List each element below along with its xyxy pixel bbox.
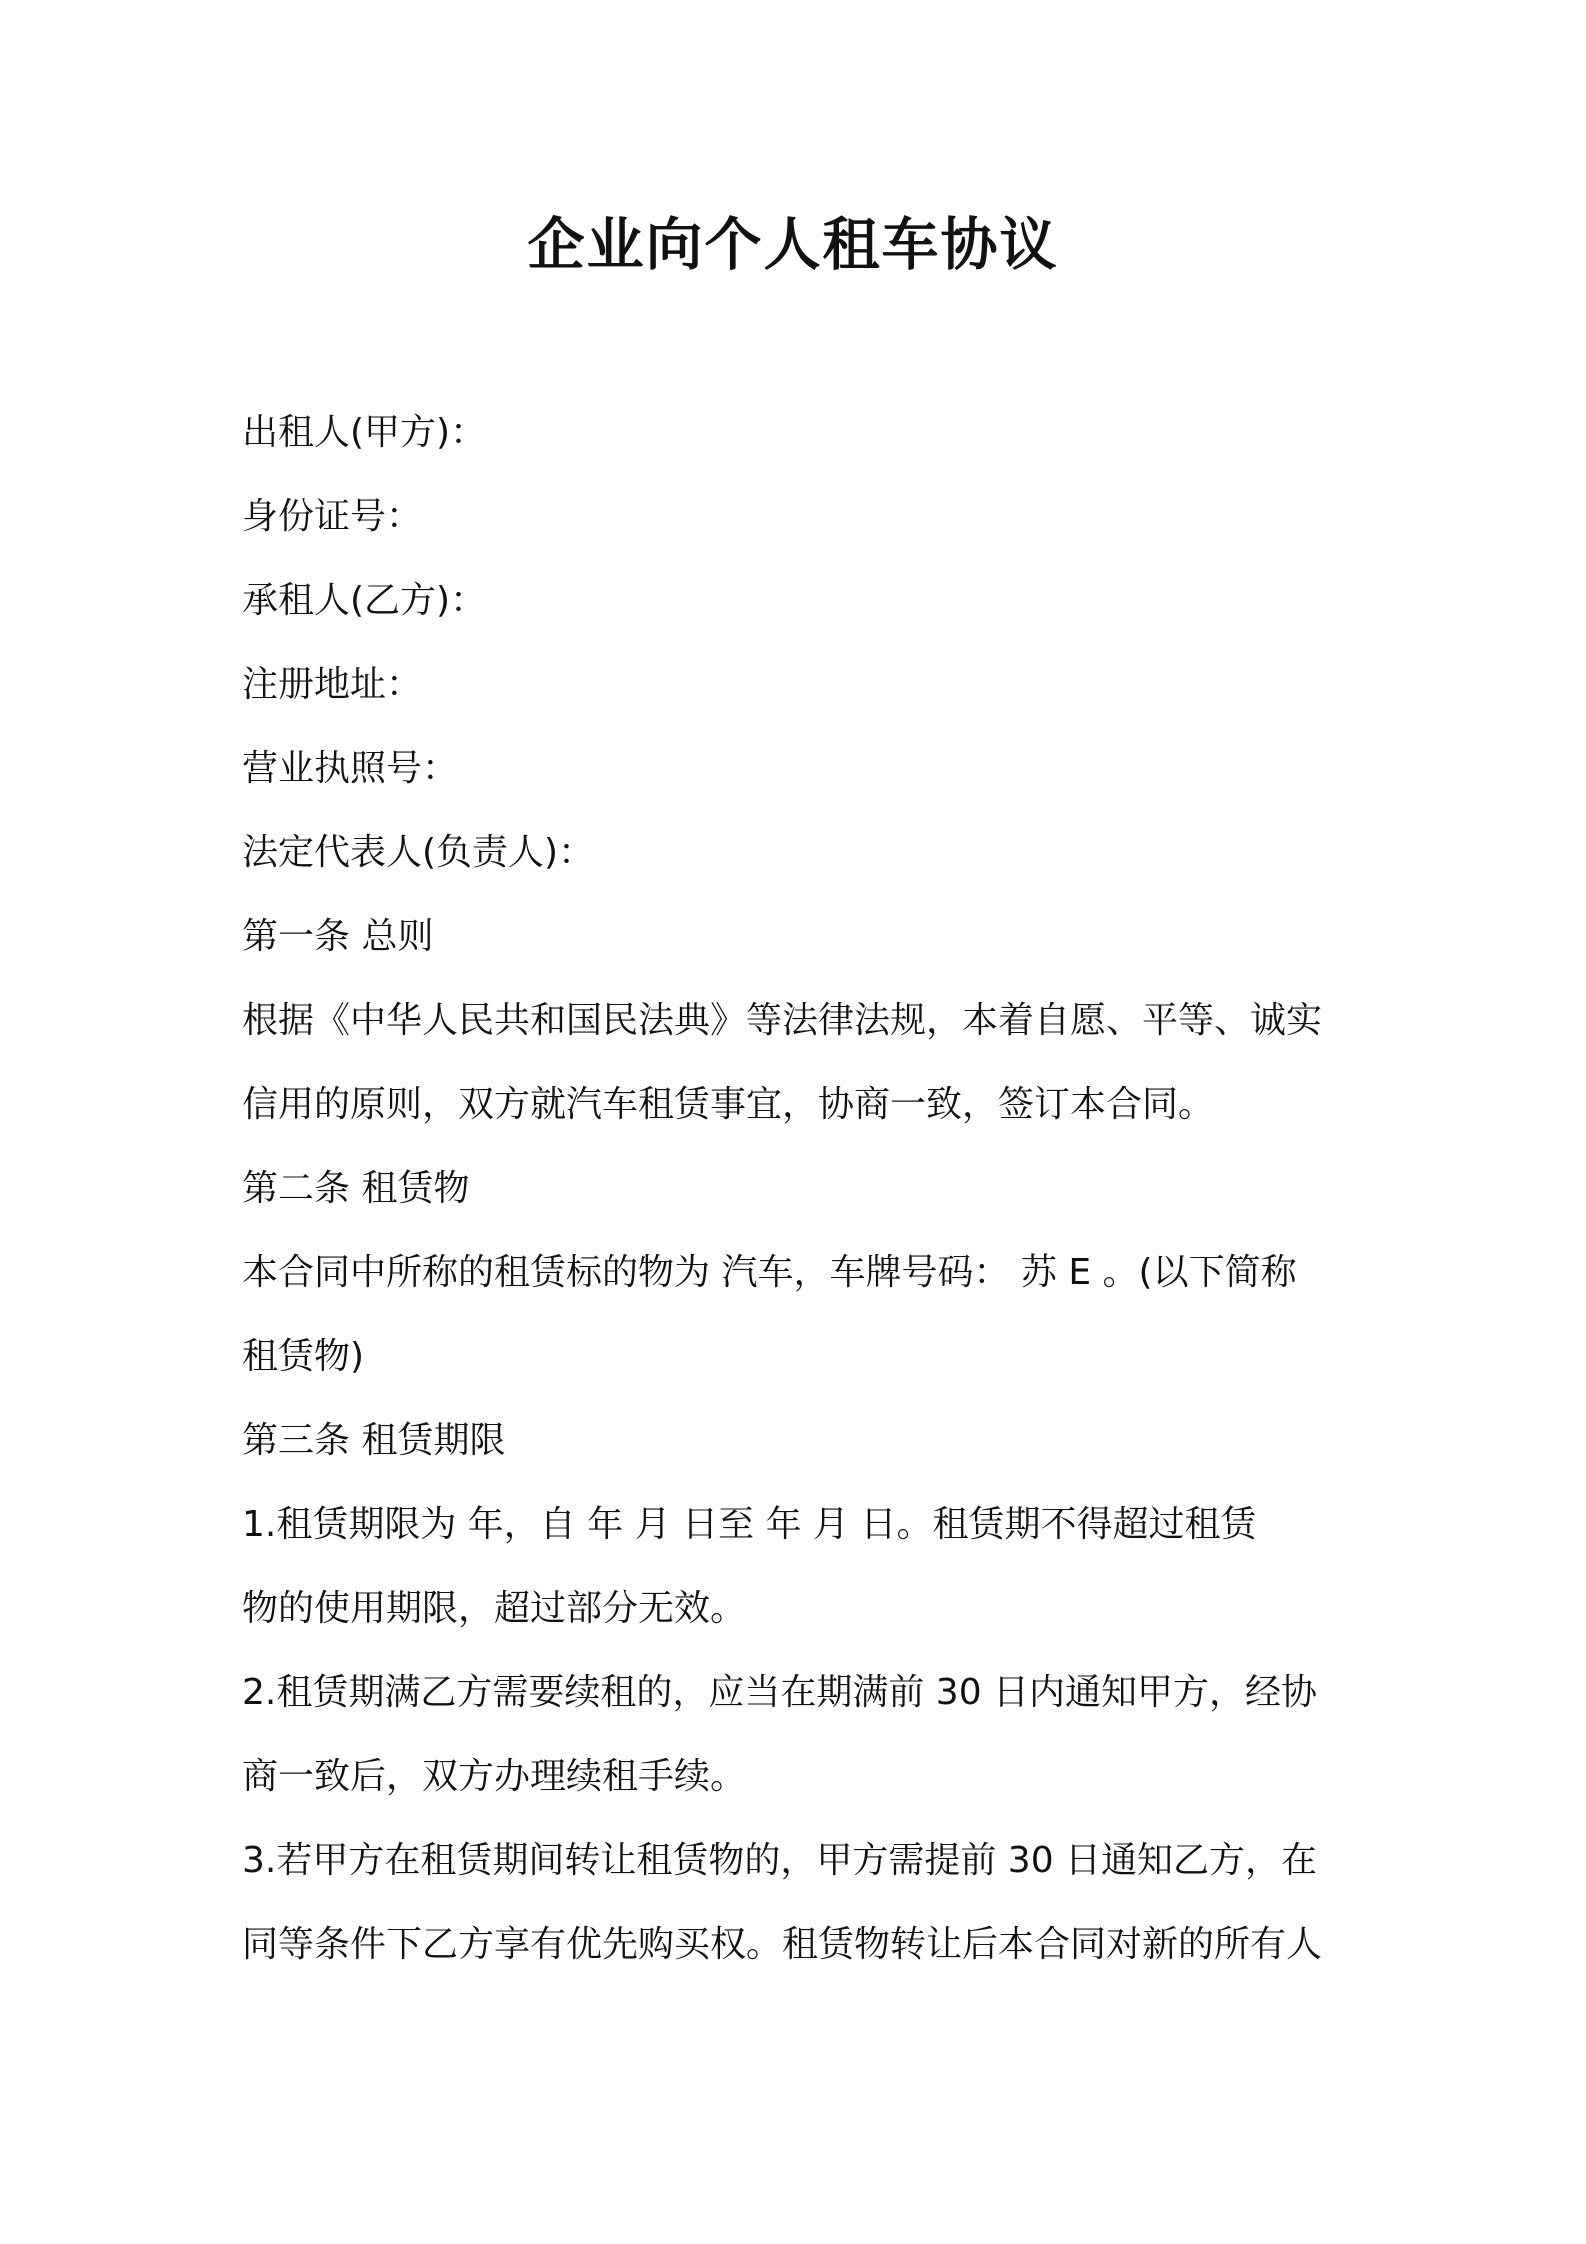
business-license-field: 营业执照号： (242, 748, 459, 789)
article-3-clause-3-line-1: 3.若甲方在租赁期间转让租赁物的，甲方需提前 30 日通知乙方，在 (242, 1840, 1318, 1881)
lessee-field: 承租人(乙方)： (242, 580, 487, 621)
article-2-text-line-2: 租赁物) (242, 1336, 365, 1377)
registered-address-field: 注册地址： (242, 664, 423, 705)
lessor-field: 出租人(甲方)： (242, 412, 487, 453)
id-number-field: 身份证号： (242, 496, 423, 537)
legal-representative-field: 法定代表人(负责人)： (242, 832, 595, 873)
article-1-text-line-2: 信用的原则，双方就汽车租赁事宜，协商一致，签订本合同。 (242, 1084, 1215, 1125)
article-3-clause-2-line-2: 商一致后，双方办理续租手续。 (242, 1756, 747, 1797)
article-3-clause-1-line-2: 物的使用期限，超过部分无效。 (242, 1588, 747, 1629)
article-3-clause-3-line-2: 同等条件下乙方享有优先购买权。租赁物转让后本合同对新的所有人 (242, 1924, 1323, 1965)
article-3-clause-2-line-1: 2.租赁期满乙方需要续租的，应当在期满前 30 日内通知甲方，经协 (242, 1672, 1318, 1713)
article-3-clause-1-line-1: 1.租赁期限为 年，自 年 月 日至 年 月 日。租赁期不得超过租赁 (242, 1504, 1257, 1545)
article-1-heading: 第一条 总则 (242, 916, 434, 957)
article-1-text-line-1: 根据《中华人民共和国民法典》等法律法规，本着自愿、平等、诚实 (242, 1000, 1323, 1041)
document-title: 企业向个人租车协议 (527, 212, 1059, 278)
article-2-text-line-1: 本合同中所称的租赁标的物为 汽车，车牌号码： 苏 E 。(以下简称 (242, 1252, 1297, 1293)
article-3-heading: 第三条 租赁期限 (242, 1420, 506, 1461)
article-2-heading: 第二条 租赁物 (242, 1168, 470, 1209)
